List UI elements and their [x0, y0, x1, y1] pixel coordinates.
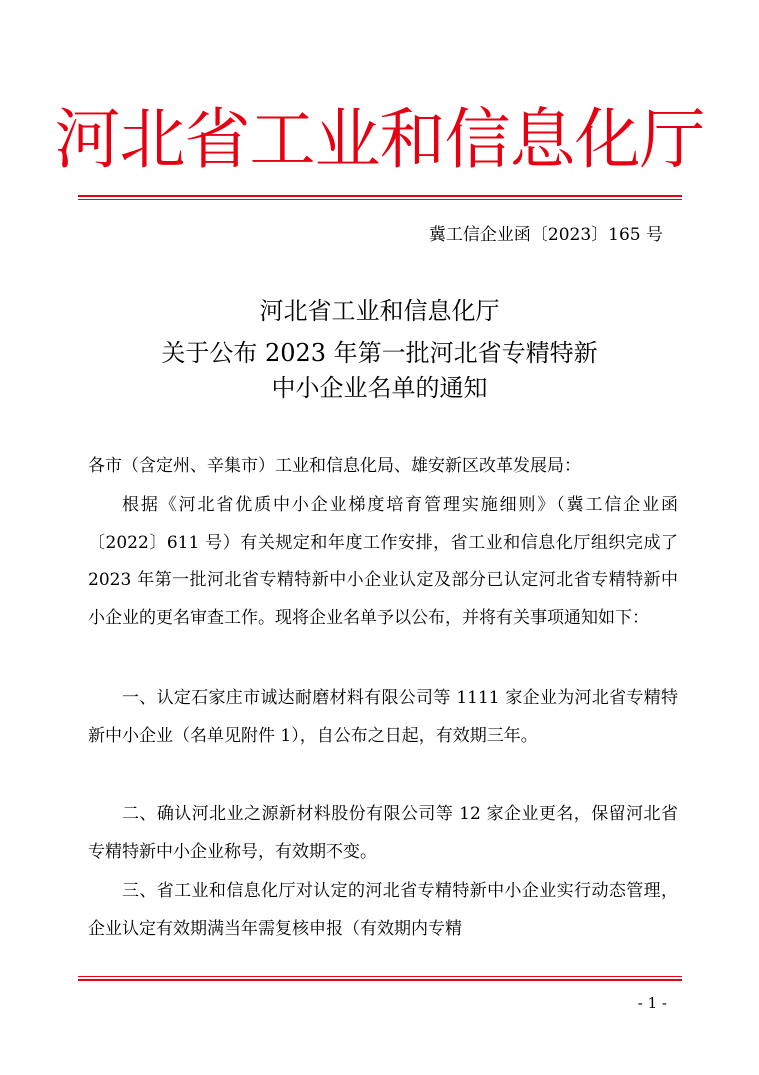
- masthead-rule-thin: [78, 199, 682, 200]
- body-paragraph-item-2: 二、确认河北业之源新材料股份有限公司等 12 家企业更名，保留河北省专精特新中小企业称号，有效期不变。: [88, 804, 678, 862]
- document-title-line-1: 河北省工业和信息化厅: [259, 297, 500, 325]
- body-paragraph-item-1: 一、认定石家庄市诚达耐磨材料有限公司等 1111 家企业为河北省专精特新中小企业（名单见附件 1），自公布之日起，有效期三年。: [88, 688, 678, 746]
- body-paragraph-intro: 根据《河北省优质中小企业梯度培育管理实施细则》（冀工信企业函〔2022〕611 号）有关规定和年度工作安排，省工业和信息化厅组织完成了 2023 年第一批河北省专精特新中小企业认定及部分已认定河北省专精特新中小企业的更名审查工作。现将企业名单予以公布，并将有关事项通知如下：: [88, 495, 678, 628]
- footer-rule-thin: [78, 976, 682, 977]
- page-number: - 1 -: [637, 994, 667, 1012]
- footer-rule-thick: [78, 979, 682, 981]
- document-title-line-3: 中小企业名单的通知: [271, 374, 488, 402]
- document-title-line-2: 关于公布 2023 年第一批河北省专精特新: [161, 339, 598, 367]
- document-number: 冀工信企业函〔2023〕165 号: [428, 225, 663, 245]
- salutation: 各市（含定州、辛集市）工业和信息化局、雄安新区改革发展局：: [88, 456, 581, 476]
- body-paragraph-item-3: 三、省工业和信息化厅对认定的河北省专精特新中小企业实行动态管理，企业认定有效期满当年需复核申报（有效期内专精: [88, 881, 678, 939]
- masthead-rule-thick: [78, 195, 682, 197]
- masthead-title: 河北省工业和信息化厅: [54, 101, 705, 178]
